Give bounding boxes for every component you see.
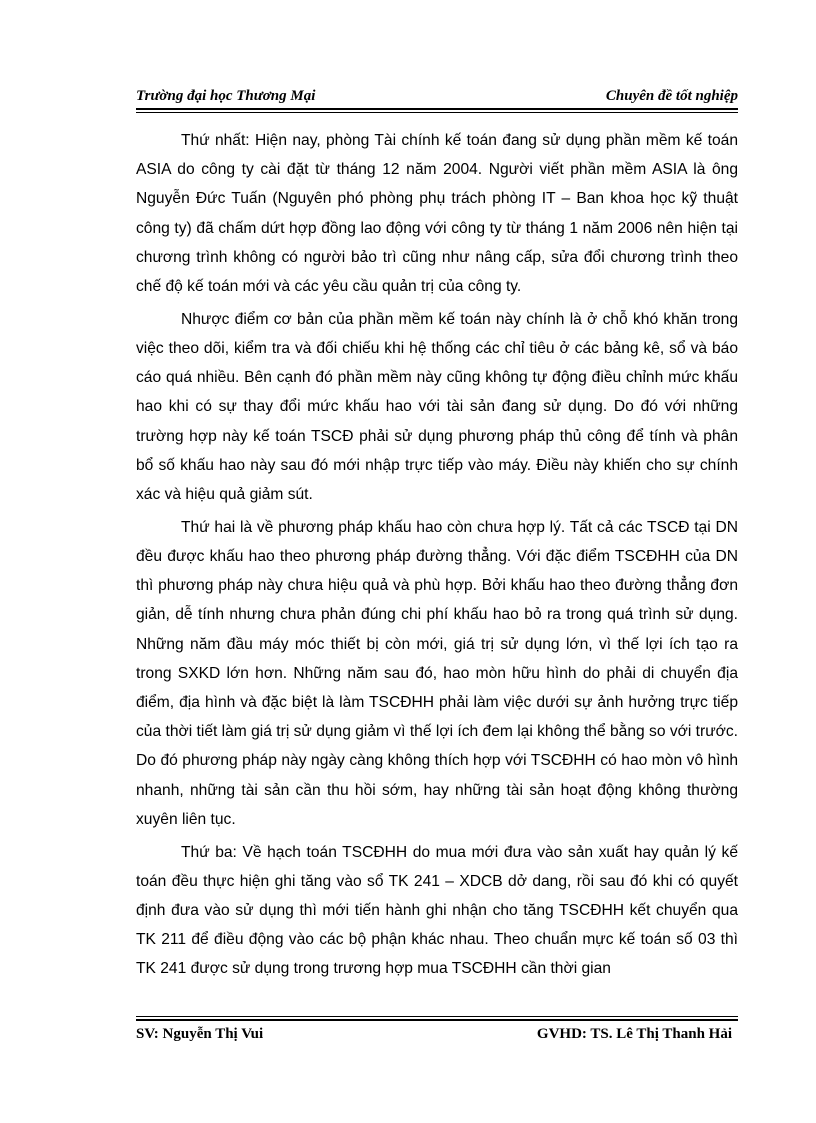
footer-rule-thin (136, 1016, 738, 1017)
page-header (136, 86, 738, 108)
paragraph-1: Thứ nhất: Hiện nay, phòng Tài chính kế toán đang sử dụng phần mềm kế toán ASIA do công ty cài đặt từ tháng 12 năm 2004. Người viết phần mềm ASIA là ông Nguyễn Đức Tuấn (Nguyên phó phòng phụ trách phòng IT – Ban khoa học kỹ thuật công ty) đã chấm dứt hợp đồng lao động với công ty từ tháng 1 năm 2006 nên hiện tại chương trình không có người bảo trì cũng như nâng cấp, sửa đổi chương trình theo chế độ kế toán mới và các yêu cầu quản trị của công ty. (136, 132, 738, 296)
page-footer (136, 1024, 738, 1046)
header-rule-thin (136, 112, 738, 113)
header-school-name: Trường đại học Thương Mại (136, 88, 316, 104)
header-rule (136, 108, 738, 110)
footer-rule (136, 1019, 738, 1021)
footer-advisor: GVHD: TS. Lê Thị Thanh Hải (536, 1026, 732, 1042)
footer-student: SV: Nguyễn Thị Vui (136, 1026, 264, 1042)
header-document-type: Chuyên đề tốt nghiệp (605, 88, 738, 104)
paragraph-3: Thứ hai là về phương pháp khấu hao còn chưa hợp lý. Tất cả các TSCĐ tại DN đều được khấu hao theo phương pháp đường thẳng. Với đặc điểm TSCĐHH của DN thì phương pháp này chưa hiệu quả và phù hợp. Bởi khấu hao theo đường thẳng đơn giản, dễ tính nhưng chưa phản đúng chi phí khấu hao bỏ ra trong quá trình sử dụng. Những năm đầu máy móc thiết bị còn mới, giá trị sử dụng lớn, vì thế lợi ích tạo ra trong SXKD lớn hơn. Những năm sau đó, hao mòn hữu hình do phải di chuyển địa điểm, địa hình và đặc biệt là làm TSCĐHH phải làm việc dưới sự ảnh hưởng trực tiếp của thời tiết làm giá trị sử dụng giảm vì thế lợi ích đem lại không thể bằng so với trước. Do đó phương pháp này ngày càng không thích hợp với TSCĐHH có hao mòn vô hình nhanh, những tài sản cần thu hồi sớm, hay những tài sản hoạt động không thường xuyên liên tục. (136, 518, 738, 828)
document-body (136, 126, 738, 987)
paragraph-2: Nhược điểm cơ bản của phần mềm kế toán này chính là ở chỗ khó khăn trong việc theo dõi, kiểm tra và đối chiếu khi hệ thống các chỉ tiêu ở các bảng kê, sổ và báo cáo quá nhiều. Bên cạnh đó phần mềm này cũng không tự động điều chỉnh mức khấu hao khi có sự thay đổi mức khấu hao với tài sản đang sử dụng. Do đó với những trường hợp này kế toán TSCĐ phải sử dụng phương pháp thủ công để tính và phân bổ số khấu hao này sau đó mới nhập trực tiếp vào máy. Điều này khiến cho sự chính xác và hiệu quả giảm sút. (136, 310, 738, 504)
paragraph-4: Thứ ba: Về hạch toán TSCĐHH do mua mới đưa vào sản xuất hay quản lý kế toán đều thực hiện ghi tăng vào sổ TK 241 – XDCB dở dang, rồi sau đó khi có quyết định đưa vào sử dụng thì mới tiến hành ghi nhận cho tăng TSCĐHH kết chuyển qua TK 211 để điều động vào các bộ phận khác nhau. Theo chuẩn mực kế toán số 03 thì TK 241 được sử dụng trong trương hợp mua TSCĐHH cần thời gian (136, 843, 738, 978)
